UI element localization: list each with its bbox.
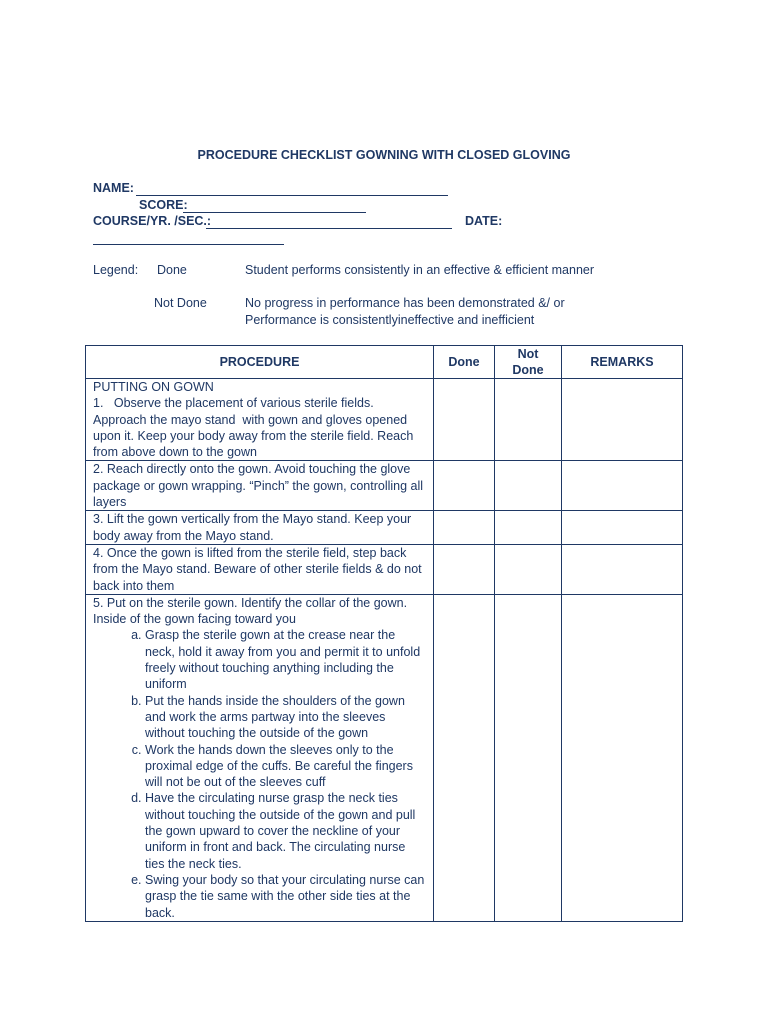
done-cell[interactable] <box>434 511 495 545</box>
remarks-cell[interactable] <box>562 511 683 545</box>
date-label: DATE: <box>465 214 503 228</box>
procedure-cell <box>86 379 434 461</box>
not-done-cell[interactable] <box>495 594 562 921</box>
table-row <box>86 544 683 594</box>
section-heading: PUTTING ON GOWN <box>93 380 214 394</box>
remarks-cell[interactable] <box>562 544 683 594</box>
legend-label: Legend: <box>93 263 139 277</box>
not-done-cell[interactable] <box>495 511 562 545</box>
legend-notdone-description-line-2: Performance is consistentlyineffective and inefficient <box>245 313 535 327</box>
table-header-row <box>86 346 683 379</box>
name-field[interactable] <box>136 195 448 196</box>
date-field[interactable] <box>93 244 284 245</box>
course-field[interactable] <box>206 228 452 229</box>
not-done-cell[interactable] <box>495 379 562 461</box>
substep-a: a. Grasp the sterile gown at the crease near the neck, hold it away from you and permit it to unfold freely without touching anything including the uniform <box>145 627 426 692</box>
procedure-step-3: 3. Lift the gown vertically from the Mayo stand. Keep your body away from the Mayo stand. <box>86 511 434 545</box>
not-done-cell[interactable] <box>495 544 562 594</box>
header-not-done-line-2: Done <box>512 363 544 377</box>
header-not-done-line-1: Not <box>517 347 539 361</box>
course-label: COURSE/YR. /SEC.: <box>93 214 212 228</box>
done-cell[interactable] <box>434 461 495 511</box>
header-done: Done <box>434 346 495 379</box>
header-not-done <box>495 346 562 379</box>
done-cell[interactable] <box>434 594 495 921</box>
legend-notdone-term: Not Done <box>154 296 207 310</box>
table-row <box>86 511 683 545</box>
remarks-cell[interactable] <box>562 379 683 461</box>
done-cell[interactable] <box>434 544 495 594</box>
table-row <box>86 594 683 921</box>
header-procedure: PROCEDURE <box>86 346 434 379</box>
substep-c: c. Work the hands down the sleeves only to the proximal edge of the cuffs. Be careful the fingers will not be out of the sleeves cuff <box>145 742 426 791</box>
document-title: PROCEDURE CHECKLIST GOWNING WITH CLOSED GLOVING <box>197 148 571 162</box>
table-row <box>86 461 683 511</box>
score-field[interactable] <box>183 212 366 213</box>
legend-done-description: Student performs consistently in an effective & efficient manner <box>245 263 595 277</box>
remarks-cell[interactable] <box>562 594 683 921</box>
substep-d: d. Have the circulating nurse grasp the neck ties without touching the outside of the gown and pull the gown upward to cover the neckline of your uniform in front and back. The circulating nurse ties the neck ties. <box>145 790 426 871</box>
legend-done-term: Done <box>157 263 187 277</box>
done-cell[interactable] <box>434 379 495 461</box>
procedure-step-4: 4. Once the gown is lifted from the sterile field, step back from the Mayo stand. Beware of other sterile fields & do not back into them <box>86 544 434 594</box>
score-label: SCORE: <box>139 198 188 212</box>
procedure-step-5: 5. Put on the sterile gown. Identify the collar of the gown. Inside of the gown facing toward you <box>93 595 408 627</box>
substep-list <box>93 627 426 920</box>
remarks-cell[interactable] <box>562 461 683 511</box>
procedure-cell <box>86 594 434 921</box>
not-done-cell[interactable] <box>495 461 562 511</box>
substep-e: e. Swing your body so that your circulating nurse can grasp the tie same with the other side ties at the back. <box>145 872 426 921</box>
procedure-checklist-table <box>85 345 683 922</box>
header-remarks: REMARKS <box>562 346 683 379</box>
name-label: NAME: <box>93 181 134 195</box>
procedure-step-1: 1. Observe the placement of various sterile fields. Approach the mayo stand with gown and gloves opened upon it. Keep your body away from the sterile field. Reach from above down to the gown <box>93 396 414 460</box>
substep-b: b. Put the hands inside the shoulders of the gown and work the arms partway into the sleeves without touching the outside of the gown <box>145 693 426 742</box>
legend-notdone-description-line-1: No progress in performance has been demonstrated &/ or <box>245 296 565 310</box>
table-row <box>86 379 683 461</box>
procedure-step-2: 2. Reach directly onto the gown. Avoid touching the glove package or gown wrapping. “Pinch” the gown, controlling all layers <box>86 461 434 511</box>
